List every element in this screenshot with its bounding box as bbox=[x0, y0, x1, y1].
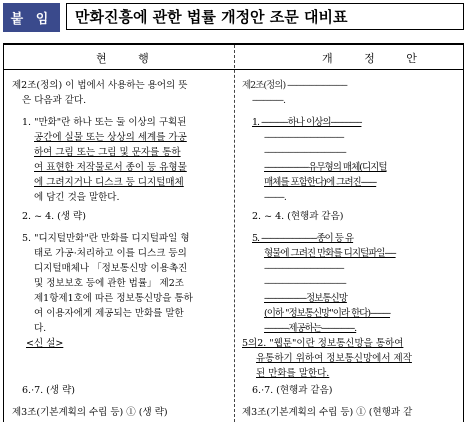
current-item1-line: 에 그려지거나 디스크 등 디지털매체 bbox=[34, 177, 184, 188]
attachment-badge: 붙 임 bbox=[3, 3, 60, 32]
current-article-3: 제3조(기본계획의 수립 등) ① (생 략) bbox=[12, 407, 168, 418]
proposed-item5-2-line: 5의2. "웹툰"이란 정보통신망을 통하여 bbox=[242, 338, 404, 349]
proposed-item5-line: 5. -------------------------종이 등 유 bbox=[252, 233, 354, 244]
proposed-item5-2-line: 유통하기 위하여 정보통신망에서 제작 bbox=[256, 353, 412, 364]
proposed-item-5-2 bbox=[242, 336, 458, 381]
proposed-art2-cont: --------------. bbox=[252, 95, 285, 106]
current-items-2-4: 2. ~ 4. (생 략) bbox=[22, 211, 86, 222]
column-header-proposed: 개 정 안 bbox=[322, 52, 431, 65]
proposed-item1-line: ------------------------------------ bbox=[264, 132, 344, 143]
column-header-current: 현 행 bbox=[96, 52, 163, 65]
document-title: 만화진흥에 관한 법률 개정안 조문 대비표 bbox=[66, 3, 464, 30]
proposed-items-2-4: 2. ~ 4. (현행과 같음) bbox=[252, 211, 344, 222]
current-item1-line: 하여 그림 또는 그림 및 문자를 통하 bbox=[34, 147, 181, 158]
proposed-item1-line: ---------. bbox=[264, 192, 286, 203]
comparison-table bbox=[3, 43, 464, 422]
current-item5-line: 다. bbox=[34, 323, 47, 334]
proposed-items-6-7: 6.·7. (현행과 같음) bbox=[252, 385, 333, 396]
document-header bbox=[3, 3, 466, 32]
new-provision-placeholder: <신 설> bbox=[26, 338, 64, 349]
current-items-6-7: 6.·7. (생 략) bbox=[22, 385, 75, 396]
current-art2-head: 제2조(정의) 이 법에서 사용하는 용어의 뜻 bbox=[12, 80, 188, 91]
current-item-5 bbox=[12, 231, 226, 336]
proposed-item1-line: --------------------유무형의 매체(디지털 bbox=[264, 162, 387, 173]
current-item5-line: 및 정보보호 등에 관한 법률」 제2조 bbox=[34, 278, 184, 289]
current-item5-line: 디지털매체나 「정보통신망 이용촉진 bbox=[34, 263, 188, 274]
proposed-item5-line: (이하 "정보통신망"이라 한다)--------- bbox=[264, 308, 391, 319]
current-article-2 bbox=[12, 78, 226, 108]
current-item1-line: 1. "만화"란 하나 또는 둘 이상의 구획된 bbox=[22, 117, 187, 128]
proposed-item5-line: -----------제공하는---------------. bbox=[264, 323, 357, 334]
current-item1-line: 공간에 실물 또는 상상의 세계를 가공 bbox=[34, 132, 187, 143]
proposed-item1-line: 1. ------------하나 이상의-------------- bbox=[252, 117, 362, 128]
proposed-item5-2-line: 된 만화를 말한다. bbox=[256, 368, 330, 379]
current-item-1 bbox=[12, 115, 226, 205]
proposed-item1-line: 매체를 포함한다)에 그려진------- bbox=[264, 177, 377, 188]
proposed-article-2 bbox=[242, 78, 458, 108]
current-item1-line: 에 담긴 것을 말한다. bbox=[34, 192, 120, 203]
proposed-item5-line: -------------------정보통신망 bbox=[264, 293, 347, 304]
proposed-item-1 bbox=[242, 115, 458, 205]
current-item5-line: 여 이용자에게 제공되는 만화를 말한 bbox=[34, 308, 184, 319]
proposed-item5-line: ------------------------------------- bbox=[264, 278, 346, 289]
current-item5-line: 제1항제1호에 따른 정보통신망을 통하 bbox=[34, 293, 193, 304]
proposed-article-3: 제3조(기본계획의 수립 등) ① (현행과 같 bbox=[242, 407, 413, 418]
column-divider bbox=[234, 45, 235, 422]
proposed-item-5 bbox=[242, 231, 458, 336]
current-item1-line: 여 표현한 저작물로서 종이 등 유형물 bbox=[34, 162, 187, 173]
current-item5-line: 태로 가공·처리하고 이를 디스크 등의 bbox=[34, 248, 187, 259]
current-art2-cont: 은 다음과 같다. bbox=[22, 95, 87, 106]
proposed-item1-line: ------------------------------------- bbox=[264, 147, 346, 158]
proposed-item5-line: ------------------------------------ bbox=[264, 263, 344, 274]
proposed-art2-head: 제2조(정의) --------------------------- bbox=[242, 80, 347, 91]
current-item5-line: 5. "디지털만화"란 만화를 디지털파일 형 bbox=[22, 233, 190, 244]
proposed-item5-line: 형물에 그려진 만화를 디지털파일----- bbox=[264, 248, 396, 259]
